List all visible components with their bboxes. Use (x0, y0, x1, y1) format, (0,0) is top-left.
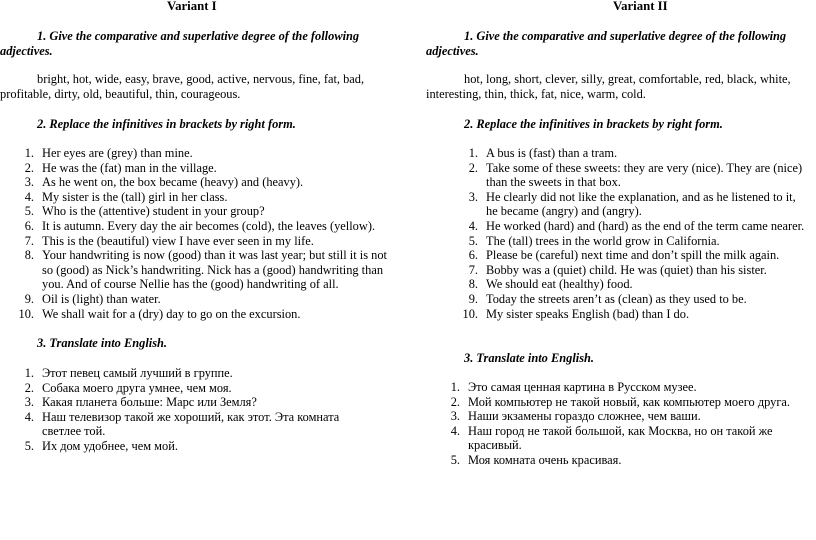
list-item: 7. Bobby was a (quiet) child. He was (quiet) than his sister. (468, 262, 767, 277)
task-3-heading: 3. Translate into English. (37, 336, 168, 350)
list-item: 5. Who is the (attentive) student in your group? (24, 204, 265, 219)
task-2-heading: 2. Replace the infinitives in brackets by right form. (37, 117, 296, 131)
task-1-heading: 1. Give the comparative and superlative degree of the following adjectives. (0, 29, 360, 58)
list-item: 5. Их дом удобнее, чем мой. (24, 438, 178, 453)
list-item: 2. He was the (fat) man in the village. (24, 160, 217, 175)
list-item: 1. Это самая ценная картина в Русском музее. (450, 380, 697, 394)
list-item: 2. Take some of these sweets: they are very (nice). They are (nice) than the sweets in that box. (468, 160, 803, 190)
list-item: 1. Этот певец самый лучший в группе. (24, 366, 233, 380)
list-item: 3. As he went on, the box became (heavy) and (heavy). (24, 175, 304, 190)
list-item: 1. Her eyes are (grey) than mine. (24, 146, 193, 160)
list-item: 8. We should eat (healthy) food. (468, 277, 633, 292)
variant-title: Variant I (167, 0, 217, 13)
list-item: 9. Oil is (light) than water. (24, 291, 161, 306)
list-item: 5. The (tall) trees in the world grow in California. (468, 233, 720, 248)
task-1-words: hot, long, short, clever, silly, great, comfortable, red, black, white, interesting, thin, thick, fat, nice, warm, cold. (426, 72, 791, 101)
list-item: 3. He clearly did not like the explanation, and as he listened to it, he became (angry) and (angry). (468, 189, 796, 219)
task-2-list (0, 146, 392, 321)
list-item: 4. Наш город не такой большой, как Москва, но он такой же красивый. (450, 423, 773, 453)
list-item: 2. Мой компьютер не такой новый, как компьютер моего друга. (450, 394, 791, 409)
list-item: 7. This is the (beautiful) view I have ever seen in my life. (24, 233, 314, 248)
task-1-heading: 1. Give the comparative and superlative degree of the following adjectives. (426, 29, 787, 58)
task-3-heading: 3. Translate into English. (464, 351, 595, 365)
variant-title: Variant II (613, 0, 668, 13)
list-item: 3. Какая планета больше: Марс или Земля? (24, 395, 257, 410)
task-3-list (0, 366, 372, 454)
list-item: 4. My sister is the (tall) girl in her class. (24, 189, 228, 204)
list-item: 1. A bus is (fast) than a tram. (468, 146, 618, 160)
task-1-words: bright, hot, wide, easy, brave, good, active, nervous, fine, fat, bad, profitable, dirty, old, beautiful, thin, courageous. (0, 72, 365, 101)
task-2-heading: 2. Replace the infinitives in brackets by right form. (464, 117, 723, 131)
list-item: 4. Наш телевизор такой же хороший, как этот. Эта комната светлее той. (24, 409, 340, 439)
list-item: 6. It is autumn. Every day the air becomes (cold), the leaves (yellow). (24, 218, 376, 233)
list-item: 2. Собака моего друга умнее, чем моя. (24, 380, 232, 395)
list-item: 9. Today the streets aren’t as (clean) as they used to be. (468, 291, 747, 306)
task-2-list (444, 146, 810, 321)
list-item: 10. My sister speaks English (bad) than I do. (462, 306, 690, 321)
list-item: 10. We shall wait for a (dry) day to go on the excursion. (18, 306, 301, 321)
list-item: 3. Наши экзамены гораздо сложнее, чем ваши. (450, 409, 701, 424)
task-3-list (426, 380, 810, 468)
list-item: 6. Please be (careful) next time and don’t spill the milk again. (468, 248, 780, 263)
list-item: 4. He worked (hard) and (hard) as the end of the term came nearer. (468, 218, 805, 233)
list-item: 8. Your handwriting is now (good) than it was last year; but still it is not so (good) as Nick’s handwriting. Nick has a (good) handwriting than you. And of course Nellie has the (good) handwriting of all. (24, 248, 387, 292)
list-item: 5. Моя комната очень красивая. (450, 452, 622, 467)
